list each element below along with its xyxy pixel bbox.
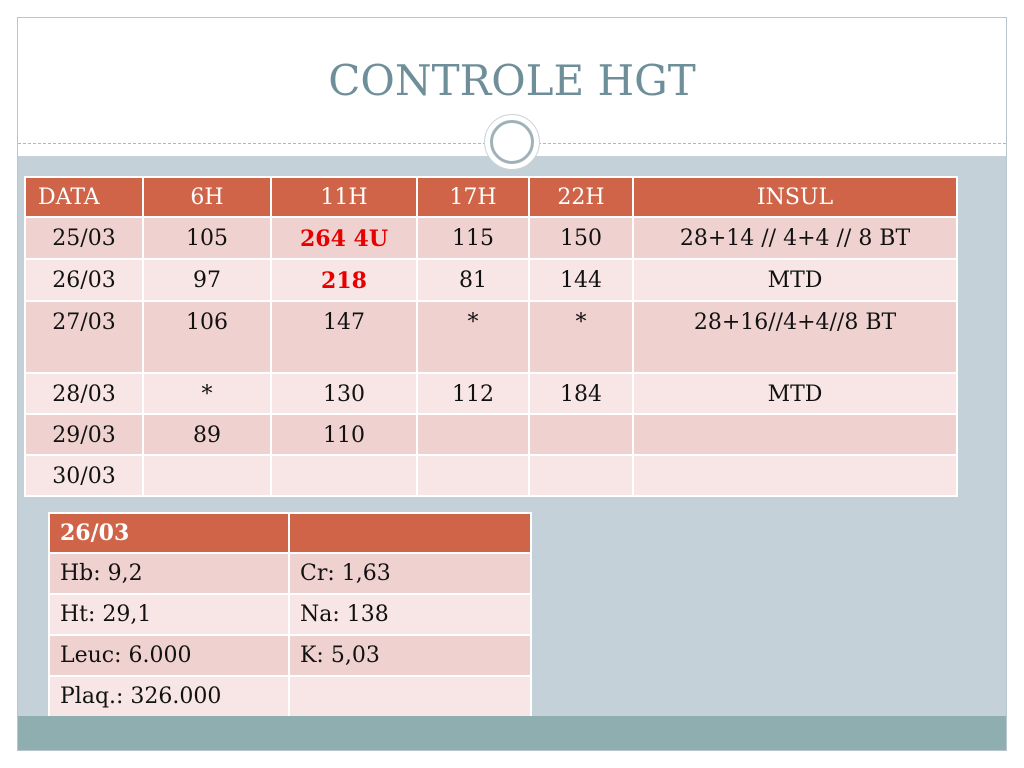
cell-17h: 112 <box>417 373 529 414</box>
lab-header-row <box>49 513 531 553</box>
circle-ornament-icon <box>484 114 540 170</box>
cell-11h-highlight: 218 <box>271 259 417 301</box>
lab-header-date: 26/03 <box>49 513 289 553</box>
lab-cell-right: Cr: 1,63 <box>289 553 531 594</box>
cell-6h: * <box>143 373 271 414</box>
cell-11h: 110 <box>271 414 417 455</box>
cell-date: 29/03 <box>25 414 143 455</box>
cell-6h: 97 <box>143 259 271 301</box>
lab-cell-left: Leuc: 6.000 <box>49 635 289 676</box>
cell-6h: 89 <box>143 414 271 455</box>
table-row <box>25 301 957 373</box>
cell-insul <box>633 414 957 455</box>
table-row <box>25 373 957 414</box>
cell-date: 28/03 <box>25 373 143 414</box>
cell-17h: 81 <box>417 259 529 301</box>
table-row <box>49 635 531 676</box>
header-data: DATA <box>25 177 143 217</box>
cell-11h: 147 <box>271 301 417 373</box>
cell-22h <box>529 414 633 455</box>
header-17h: 17H <box>417 177 529 217</box>
cell-11h-highlight: 264 4U <box>271 217 417 259</box>
hgt-table <box>24 176 958 497</box>
header-22h: 22H <box>529 177 633 217</box>
cell-17h <box>417 455 529 496</box>
lab-cell-left: Hb: 9,2 <box>49 553 289 594</box>
table-row <box>25 259 957 301</box>
cell-22h: 150 <box>529 217 633 259</box>
cell-6h: 106 <box>143 301 271 373</box>
slide-title: CONTROLE HGT <box>328 56 696 105</box>
cell-11h <box>271 455 417 496</box>
cell-insul: 28+16//4+4//8 BT <box>633 301 957 373</box>
cell-17h: * <box>417 301 529 373</box>
lab-results-table <box>48 512 532 718</box>
table-row <box>25 414 957 455</box>
table-row <box>49 553 531 594</box>
header-11h: 11H <box>271 177 417 217</box>
cell-22h: 184 <box>529 373 633 414</box>
table-row <box>49 676 531 717</box>
cell-insul: MTD <box>633 373 957 414</box>
cell-insul <box>633 455 957 496</box>
lab-header-empty <box>289 513 531 553</box>
lab-cell-right: K: 5,03 <box>289 635 531 676</box>
cell-17h <box>417 414 529 455</box>
lab-cell-right: Na: 138 <box>289 594 531 635</box>
table-header-row <box>25 177 957 217</box>
lab-cell-right <box>289 676 531 717</box>
cell-date: 27/03 <box>25 301 143 373</box>
cell-date: 26/03 <box>25 259 143 301</box>
cell-insul: 28+14 // 4+4 // 8 BT <box>633 217 957 259</box>
cell-date: 30/03 <box>25 455 143 496</box>
header-6h: 6H <box>143 177 271 217</box>
cell-insul: MTD <box>633 259 957 301</box>
cell-22h <box>529 455 633 496</box>
cell-6h <box>143 455 271 496</box>
table-row <box>25 455 957 496</box>
cell-11h: 130 <box>271 373 417 414</box>
lab-cell-left: Plaq.: 326.000 <box>49 676 289 717</box>
cell-6h: 105 <box>143 217 271 259</box>
slide <box>17 17 1007 751</box>
bottom-band <box>18 716 1006 751</box>
cell-17h: 115 <box>417 217 529 259</box>
cell-date: 25/03 <box>25 217 143 259</box>
cell-22h: * <box>529 301 633 373</box>
cell-22h: 144 <box>529 259 633 301</box>
table-row <box>49 594 531 635</box>
table-row <box>25 217 957 259</box>
header-insul: INSUL <box>633 177 957 217</box>
lab-cell-left: Ht: 29,1 <box>49 594 289 635</box>
